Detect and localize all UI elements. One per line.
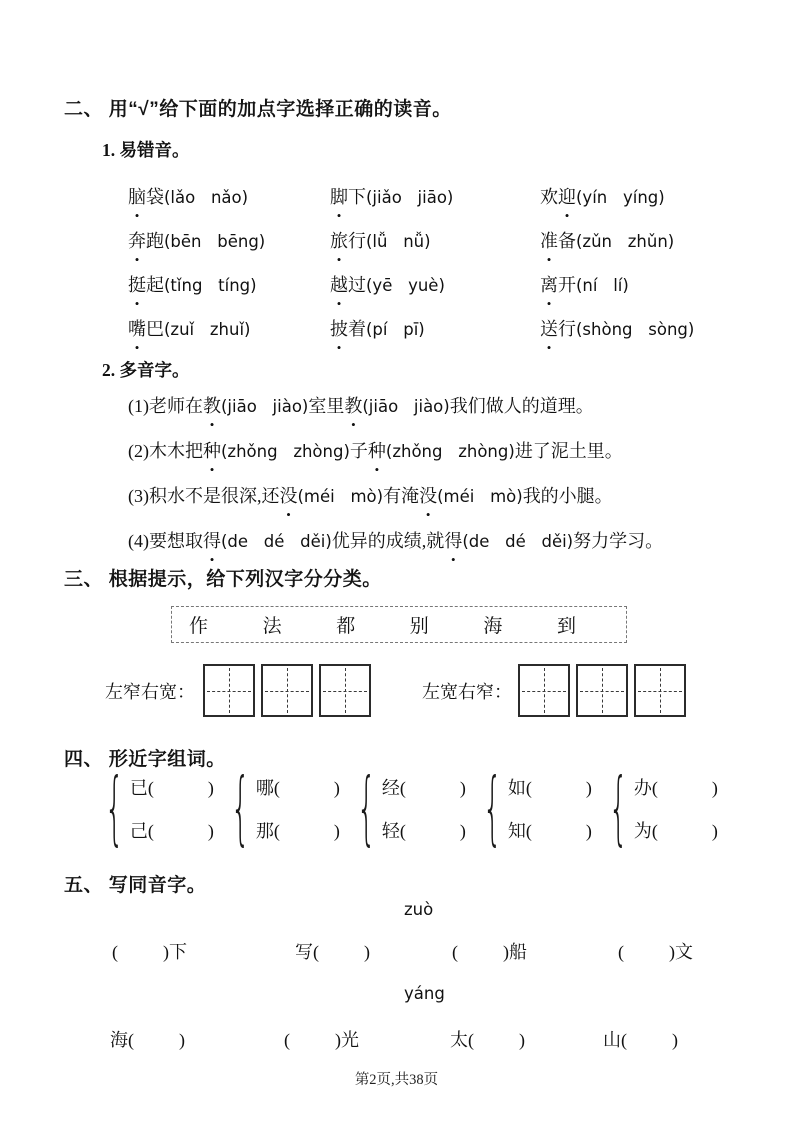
char: 为 — [633, 820, 652, 841]
pinyin-options: (de dé děi) — [221, 532, 332, 551]
dotted-char: 教 — [203, 396, 221, 416]
page-number: 第2页,共38页 — [354, 1072, 439, 1088]
pinyin-options: (méi mò) — [297, 487, 384, 506]
dotted-char: 种 — [367, 441, 386, 461]
pinyin-options: (pí pī) — [366, 320, 425, 339]
pinyin-options: (méi mò) — [437, 487, 523, 506]
brace-icon: { — [356, 761, 377, 854]
sentence-text: 子 — [349, 441, 368, 461]
word-text: 起 — [146, 275, 164, 295]
homophone-item: 写( ) — [295, 942, 370, 962]
sentence-text: 我的小腿。 — [522, 486, 613, 506]
word-item — [330, 183, 540, 227]
answer-blank: ( ) — [273, 777, 340, 798]
character-bank-box — [171, 606, 627, 643]
sentence-text: 进了泥土里。 — [514, 441, 623, 461]
word-text: 过 — [348, 275, 366, 295]
word-item — [540, 183, 790, 227]
sentence-text: 优异的成绩,就 — [331, 531, 445, 551]
dotted-char: 送 — [540, 319, 558, 339]
homophone-item: ( )下 — [112, 942, 187, 962]
word-item — [540, 271, 790, 315]
pinyin-options: (zuǐ zhuǐ) — [164, 320, 251, 339]
char: 经 — [381, 777, 400, 798]
word-text: 袋 — [146, 187, 164, 207]
char: 轻 — [381, 820, 400, 841]
char: 那 — [255, 820, 274, 841]
section2-title: 二、 用“√”给下面的加点字选择正确的读音。 — [64, 99, 452, 120]
label-narrow-left-wide-right: 左窄右宽： — [105, 682, 195, 702]
brace-group — [103, 761, 214, 854]
sentence-text: (3)积水不是很深,还 — [128, 486, 280, 506]
polyphone-sentences — [128, 392, 663, 572]
brace-group — [229, 761, 340, 854]
pinyin-options: (ní lí) — [576, 276, 629, 295]
sentence-text: 努力学习。 — [573, 531, 664, 551]
brace-group — [355, 761, 466, 854]
char: 知 — [507, 820, 526, 841]
dotted-char: 没 — [419, 486, 438, 506]
pinyin-options: (yín yíng) — [576, 188, 665, 207]
dotted-char: 得 — [203, 531, 221, 551]
pinyin-options: (yē yuè) — [366, 276, 445, 295]
homophone-item: 山( ) — [603, 1030, 678, 1050]
pronunciation-word-grid — [128, 183, 790, 359]
answer-blank: ( ) — [147, 820, 214, 841]
writing-grid-group-1 — [203, 664, 371, 717]
word-item — [540, 227, 790, 271]
answer-blank: ( ) — [525, 777, 592, 798]
tianzige-box — [518, 664, 570, 717]
answer-blank: ( ) — [651, 820, 718, 841]
word-item — [128, 315, 330, 359]
dotted-char: 旅 — [330, 231, 348, 251]
word-text: 下 — [348, 187, 366, 207]
brace-group — [607, 761, 718, 854]
sentence-text: (4)要想取 — [128, 531, 203, 551]
word-item — [128, 227, 330, 271]
dotted-char: 脑 — [128, 187, 146, 207]
pinyin-prompt-zuo: zuò — [404, 900, 434, 919]
bank-char: 海 — [483, 616, 503, 637]
bank-char: 作 — [189, 616, 209, 637]
sentence-text: 有淹 — [383, 486, 420, 506]
section2-subtitle-1: 1. 易错音。 — [102, 140, 190, 160]
answer-blank: ( ) — [399, 820, 466, 841]
dotted-char: 披 — [330, 319, 348, 339]
word-text: 巴 — [146, 319, 164, 339]
brace-group — [481, 761, 592, 854]
word-text: 行 — [558, 319, 576, 339]
bank-char: 别 — [409, 616, 429, 637]
word-text: 行 — [348, 231, 366, 251]
word-item — [128, 183, 330, 227]
answer-blank: ( ) — [399, 777, 466, 798]
answer-blank: ( ) — [273, 820, 340, 841]
section4-title: 四、 形近字组词。 — [64, 749, 226, 770]
sentence — [128, 482, 663, 527]
dotted-char: 准 — [540, 231, 558, 251]
homophone-item: ( )文 — [618, 942, 693, 962]
bank-char: 法 — [262, 616, 282, 637]
answer-blank: ( ) — [651, 777, 718, 798]
tianzige-box — [634, 664, 686, 717]
similar-char-groups — [103, 761, 718, 854]
homophone-item: ( )光 — [284, 1030, 359, 1050]
brace-icon: { — [104, 761, 125, 854]
dotted-char: 奔 — [128, 231, 146, 251]
pinyin-prompt-yang: yáng — [404, 984, 445, 1003]
word-text: 欢 — [540, 187, 558, 207]
tianzige-box — [261, 664, 313, 717]
section2-subtitle-2: 2. 多音字。 — [102, 360, 190, 380]
sentence — [128, 437, 663, 482]
word-item — [330, 227, 540, 271]
tianzige-box — [319, 664, 371, 717]
answer-blank: ( ) — [147, 777, 214, 798]
dotted-char: 得 — [444, 531, 463, 551]
pinyin-options: (lǚ nǚ) — [366, 232, 431, 251]
dotted-char: 迎 — [558, 187, 576, 207]
word-text: 着 — [348, 319, 366, 339]
pinyin-options: (zhǒng zhòng) — [221, 442, 350, 461]
homophone-item: 太( ) — [450, 1030, 525, 1050]
word-text: 开 — [558, 275, 576, 295]
bank-char: 到 — [556, 616, 576, 637]
tianzige-box — [203, 664, 255, 717]
sentence — [128, 392, 663, 437]
homophone-item: ( )船 — [452, 942, 527, 962]
section3-title: 三、 根据提示，给下列汉字分分类。 — [64, 569, 382, 590]
char: 如 — [507, 777, 526, 798]
dotted-char: 嘴 — [128, 319, 146, 339]
word-item — [330, 271, 540, 315]
word-text: 跑 — [146, 231, 164, 251]
word-text: 备 — [558, 231, 576, 251]
label-wide-left-narrow-right: 左宽右窄： — [422, 682, 512, 702]
brace-icon: { — [608, 761, 629, 854]
char: 己 — [129, 820, 148, 841]
dotted-char: 离 — [540, 275, 558, 295]
pinyin-options: (lǎo nǎo) — [164, 188, 249, 207]
pinyin-options: (jiǎo jiāo) — [366, 188, 454, 207]
pinyin-options: (zǔn zhǔn) — [576, 232, 675, 251]
dotted-char: 教 — [344, 396, 363, 416]
pinyin-options: (jiāo jiào) — [221, 397, 309, 416]
char: 已 — [129, 777, 148, 798]
writing-grid-group-2 — [518, 664, 686, 717]
char: 哪 — [255, 777, 274, 798]
brace-icon: { — [230, 761, 251, 854]
section5-title: 五、 写同音字。 — [64, 875, 207, 896]
pinyin-options: (jiāo jiào) — [362, 397, 450, 416]
word-item — [540, 315, 790, 359]
pinyin-options: (shòng sòng) — [576, 320, 695, 339]
answer-blank: ( ) — [525, 820, 592, 841]
pinyin-options: (de dé děi) — [462, 532, 574, 551]
bank-char: 都 — [336, 616, 356, 637]
char: 办 — [633, 777, 652, 798]
word-item — [330, 315, 540, 359]
dotted-char: 挺 — [128, 275, 146, 295]
dotted-char: 没 — [279, 486, 298, 506]
dotted-char: 脚 — [330, 187, 348, 207]
dotted-char: 种 — [203, 441, 221, 461]
sentence-text: 室里 — [308, 396, 345, 416]
sentence-text: 我们做人的道理。 — [449, 396, 594, 416]
dotted-char: 越 — [330, 275, 348, 295]
pinyin-options: (tǐng tíng) — [164, 276, 257, 295]
homophone-item: 海( ) — [110, 1030, 185, 1050]
word-item — [128, 271, 330, 315]
brace-icon: { — [482, 761, 503, 854]
pinyin-options: (bēn bēng) — [164, 232, 266, 251]
pinyin-options: (zhǒng zhòng) — [385, 442, 515, 461]
sentence-text: (1)老师在 — [128, 396, 203, 416]
sentence-text: (2)木木把 — [128, 441, 203, 461]
tianzige-box — [576, 664, 628, 717]
